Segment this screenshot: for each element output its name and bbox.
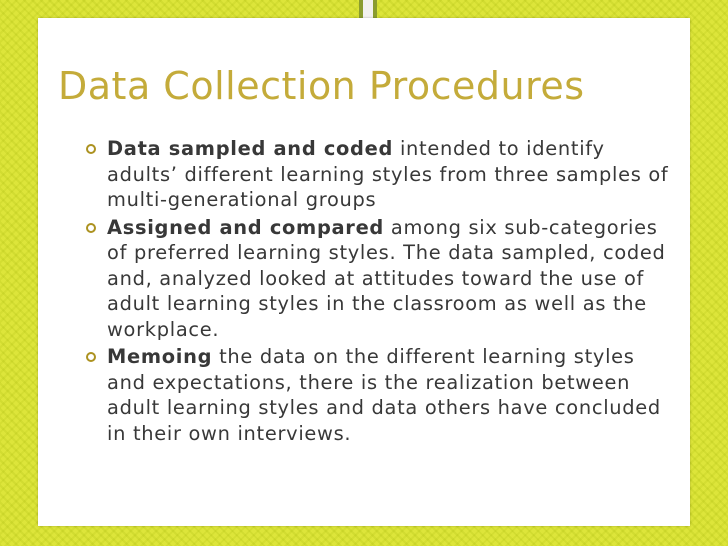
bullet-text: intended to identify adults’ different learning styles from three samples of multi-generational groups xyxy=(107,137,669,211)
bullet-text: the data on the different learning styles and expectations, there is the realization between adult learning styles and data others have concluded in their own interviews. xyxy=(107,345,661,445)
hollow-circle-bullet-icon xyxy=(86,223,96,233)
bullet-item xyxy=(86,344,671,446)
hollow-circle-bullet-icon xyxy=(86,144,96,154)
bullet-list xyxy=(86,136,671,448)
bullet-item xyxy=(86,215,671,343)
bullet-text: among six sub-categories of preferred learning styles. The data sampled, coded and, analyzed looked at attitudes toward the use of adult learning styles in the classroom as well as the workplace. xyxy=(107,215,666,341)
hollow-circle-bullet-icon xyxy=(86,352,96,362)
bullet-bold-lead: Memoing xyxy=(107,345,213,368)
bullet-item xyxy=(86,136,671,213)
bullet-bold-lead: Assigned and compared xyxy=(107,215,385,239)
bullet-bold-lead: Data sampled and coded xyxy=(107,137,394,160)
slide-title: Data Collection Procedures xyxy=(58,64,585,108)
